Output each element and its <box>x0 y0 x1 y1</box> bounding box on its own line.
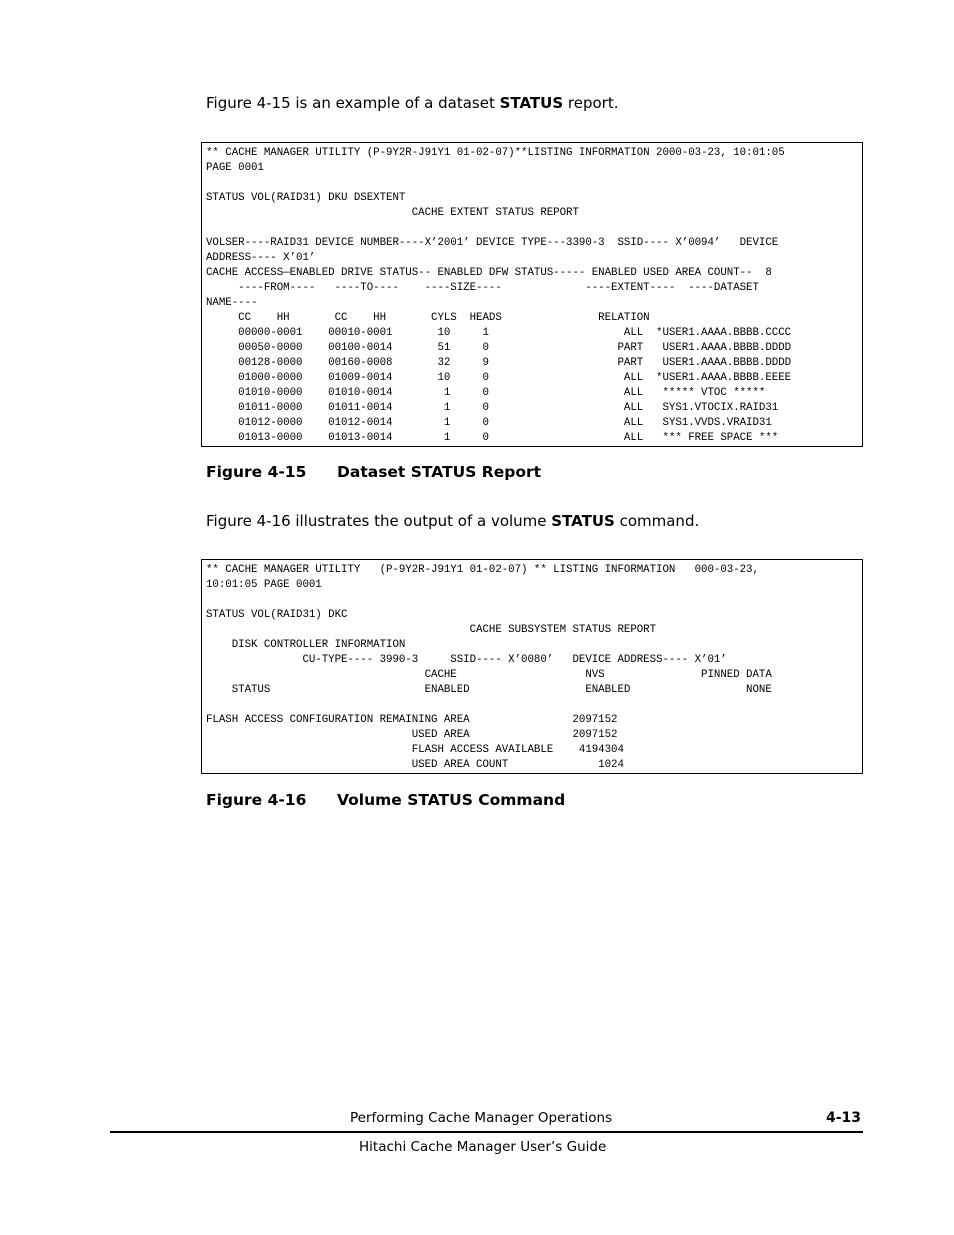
intro-text-end: report. <box>563 94 619 112</box>
footer-book-title: Hitachi Cache Manager User’s Guide <box>359 1139 607 1155</box>
intro-text-end: command. <box>614 512 700 530</box>
caption-number: Figure 4-16 <box>206 791 307 809</box>
footer-divider <box>110 1131 863 1133</box>
dataset-status-report-listing <box>201 142 863 447</box>
listing-text: ** CACHE MANAGER UTILITY (P-9Y2R-J91Y1 01-02-07) ** LISTING INFORMATION 000-03-23, 10:01:05 PAGE 0001 STATUS VOL(RAID31) DKC CACHE SUBSYSTEM STATUS REPORT DISK CONTROLLER INFORMATION CU-TYPE---- 3990-3 SSID---- X’0080’ DEVICE ADDRESS---- X’01’ CACHE NVS PINNED DATA STATUS ENABLED ENABLED NONE FLASH ACCESS CONFIGURATION REMAINING AREA 2097152 USED AREA 2097152 FLASH ACCESS AVAILABLE 4194304 USED AREA COUNT 1024 <box>206 564 772 771</box>
caption-title: Dataset STATUS Report <box>337 463 542 481</box>
intro-keyword: STATUS <box>551 512 615 530</box>
intro-paragraph-figure-4-16 <box>206 511 699 531</box>
listing-text: ** CACHE MANAGER UTILITY (P-9Y2R-J91Y1 01-02-07)**LISTING INFORMATION 2000-03-23, 10:01:05 PAGE 0001 STATUS VOL(RAID31) DKU DSEXTENT CACHE EXTENT STATUS REPORT VOLSER----RAID31 DEVICE NUMBER----X’2001’ DEVICE TYPE---3390-3 SSID---- X’0094’ DEVICE ADDRESS---- X’01’ CACHE ACCESS—ENABLED DRIVE STATUS-- ENABLED DFW STATUS----- ENABLED USED AREA COUNT-- 8 ----FROM---- ----TO---- ----SIZE---- ----EXTENT---- ----DATASET NAME---- CC HH CC HH CYLS HEADS RELATION 00000-0001 00010-0001 10 1 ALL *USER1.AAAA.BBBB.CCCC 00050-0000 00100-0014 51 0 PART USER1.AAAA.BBBB.DDDD 00128-0000 00160-0008 32 9 PART USER1.AAAA.BBBB.DDDD 01000-0000 01009-0014 10 0 ALL *USER1.AAAA.BBBB.EEEE 01010-0000 01010-0014 1 0 ALL ***** VTOC ***** 01011-0000 01011-0014 1 0 ALL SYS1.VTOCIX.RAID31 01012-0000 01012-0014 1 0 ALL SYS1.VVDS.VRAID31 01013-0000 01013-0014 1 0 ALL *** FREE SPACE *** <box>206 147 792 444</box>
volume-status-command-listing <box>201 559 863 774</box>
caption-title: Volume STATUS Command <box>337 791 566 809</box>
intro-keyword: STATUS <box>499 94 564 112</box>
footer-chapter-title: Performing Cache Manager Operations <box>350 1110 613 1126</box>
intro-text-start: Figure 4-15 is an example of a dataset <box>206 94 500 112</box>
figure-caption-4-16 <box>206 790 565 810</box>
intro-text-start: Figure 4-16 illustrates the output of a volume <box>206 512 552 530</box>
intro-paragraph-figure-4-15 <box>206 93 618 113</box>
footer-page-number: 4-13 <box>825 1110 861 1126</box>
caption-number: Figure 4-15 <box>206 463 307 481</box>
figure-caption-4-15 <box>206 462 541 482</box>
